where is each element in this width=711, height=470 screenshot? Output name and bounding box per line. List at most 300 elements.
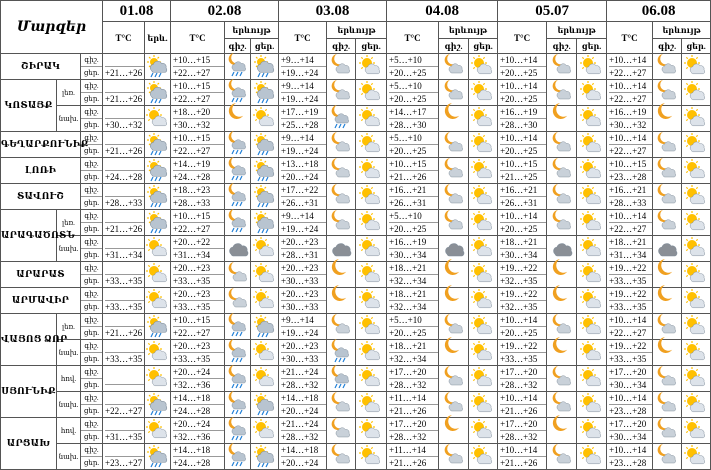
temp-cell — [103, 54, 145, 80]
weather-icon-cell — [653, 54, 682, 80]
weather-icon-cell — [145, 314, 171, 340]
temp-cell — [498, 132, 547, 158]
night-temp: +16…+19 — [500, 107, 538, 117]
night-temp: +20…+23 — [281, 289, 319, 299]
temp-cell — [607, 236, 653, 262]
night-temp — [105, 54, 144, 66]
sun-cloud-rain-icon — [145, 211, 171, 234]
night-temp: +20…+24 — [173, 367, 211, 377]
weather-icon-cell — [251, 236, 279, 262]
night-label: գիշ. — [84, 82, 99, 90]
weather-icon-cell — [577, 80, 607, 106]
region-name: ԿՈՏԱՅՔ — [1, 80, 57, 132]
subregion-label: նախ. — [57, 236, 81, 262]
weather-icon-cell — [682, 392, 711, 418]
weather-icon-cell — [653, 158, 682, 184]
night-temp: +10…+14 — [500, 55, 538, 65]
temp-cell — [607, 210, 653, 236]
sun-cloud-rain-icon — [252, 315, 278, 338]
period-labels — [81, 236, 103, 262]
weather-icon-cell — [225, 314, 251, 340]
moon-cloud-icon — [654, 81, 680, 104]
weather-icon-cell — [547, 288, 577, 314]
sun-cloud-icon — [683, 445, 709, 468]
night-temp — [105, 340, 144, 352]
night-temp — [105, 262, 144, 274]
weather-icon-cell — [577, 106, 607, 132]
weather-icon-cell — [145, 366, 171, 392]
weather-icon-cell — [225, 80, 251, 106]
moon-cloud-icon — [441, 211, 467, 234]
temp-cell — [279, 288, 327, 314]
day-temp: +33…+35 — [609, 300, 652, 313]
table-row — [1, 106, 711, 132]
night-label: գիշ. — [84, 56, 99, 64]
temp-cell — [103, 314, 145, 340]
sun-cloud-icon — [358, 237, 384, 260]
sun-cloud-icon — [470, 315, 496, 338]
temp-cell — [387, 392, 439, 418]
weather-icon-cell — [682, 444, 711, 470]
night-temp: +17…+20 — [500, 367, 538, 377]
weather-icon-cell — [356, 314, 387, 340]
night-temp: +10…+14 — [609, 55, 647, 65]
temp-cell — [387, 444, 439, 470]
sun-cloud-icon — [358, 185, 384, 208]
temp-cell — [171, 132, 225, 158]
weather-icon-cell — [439, 288, 469, 314]
sun-cloud-icon — [470, 263, 496, 286]
night-temp: +9…+14 — [281, 55, 314, 65]
sun-cloud-rain-icon — [145, 159, 171, 182]
subregion-label: նախ. — [57, 444, 81, 470]
weather-icon-cell — [439, 158, 469, 184]
weather-icon-cell — [547, 158, 577, 184]
temp-cell — [279, 184, 327, 210]
night-temp: +18…+21 — [389, 289, 427, 299]
weather-icon-cell — [145, 80, 171, 106]
moon-cloud-icon — [549, 211, 575, 234]
weather-icon-cell — [547, 418, 577, 444]
night-temp — [105, 184, 144, 196]
temp-cell — [171, 288, 225, 314]
temp-cell — [103, 392, 145, 418]
weather-icon-cell — [145, 340, 171, 366]
sun-cloud-icon — [579, 341, 605, 364]
sun-cloud-icon — [683, 159, 709, 182]
night-label: գիշ. — [84, 134, 99, 142]
region-name: ՏԱՎՈՒՇ — [1, 184, 81, 210]
subregion-label: նախ. — [57, 106, 81, 132]
weather-icon-cell — [653, 132, 682, 158]
day-header: ցեր. — [251, 39, 279, 54]
weather-icon-cell — [225, 340, 251, 366]
weather-icon-cell — [439, 340, 469, 366]
temp-cell — [607, 158, 653, 184]
night-temp: +18…+20 — [173, 107, 211, 117]
sun-cloud-icon — [358, 393, 384, 416]
sun-cloud-icon — [145, 341, 171, 364]
night-temp: +19…+22 — [500, 289, 538, 299]
day-temp: +33…+35 — [105, 354, 143, 364]
moon-cloud-icon — [328, 133, 354, 156]
temp-cell — [171, 314, 225, 340]
sun-cloud-icon — [358, 211, 384, 234]
weather-icon-cell — [577, 184, 607, 210]
day-temp: +20…+24 — [281, 456, 326, 469]
weather-icon-cell — [225, 288, 251, 314]
night-temp: +10…+14 — [609, 445, 647, 455]
weather-icon-cell — [356, 392, 387, 418]
day-temp: +32…+36 — [173, 378, 224, 391]
day-label: ցեր. — [81, 326, 102, 339]
sun-cloud-icon — [358, 341, 384, 364]
sun-cloud-icon — [579, 393, 605, 416]
temp-cell — [279, 236, 327, 262]
day-temp: +21…+26 — [105, 328, 143, 338]
table-row — [1, 392, 711, 418]
temp-cell — [607, 392, 653, 418]
night-label: գիշ. — [84, 264, 99, 272]
weather-icon-cell — [327, 418, 356, 444]
day-temp: +28…+30 — [389, 118, 438, 131]
moon-cloud-icon — [549, 81, 575, 104]
moon-icon — [654, 341, 680, 364]
night-temp: +17…+20 — [609, 419, 647, 429]
moon-rain-icon — [225, 445, 251, 468]
moon-cloud-icon — [654, 211, 680, 234]
weather-icon-cell — [145, 236, 171, 262]
weather-icon-cell — [356, 340, 387, 366]
night-temp: +17…+20 — [500, 419, 538, 429]
weather-icon-cell — [653, 288, 682, 314]
weather-icon-cell — [356, 80, 387, 106]
night-label: գիշ. — [84, 394, 99, 402]
day-label: ցեր. — [81, 300, 102, 313]
sun-cloud-icon — [579, 263, 605, 286]
weather-icon-cell — [251, 210, 279, 236]
weather-icon-cell — [327, 132, 356, 158]
weather-icon-cell — [547, 54, 577, 80]
day-temp: +30…+32 — [173, 118, 224, 131]
weather-icon-cell — [439, 106, 469, 132]
temp-cell — [171, 236, 225, 262]
weather-icon-cell — [145, 184, 171, 210]
sun-cloud-icon — [683, 315, 709, 338]
day-temp: +20…+25 — [389, 326, 438, 339]
weather-icon-cell — [653, 392, 682, 418]
weather-icon-cell — [469, 80, 498, 106]
sun-cloud-icon — [683, 185, 709, 208]
temp-cell — [498, 366, 547, 392]
temp-cell — [387, 80, 439, 106]
temp-header: T°C — [279, 22, 327, 54]
weather-icon-cell — [469, 314, 498, 340]
sun-cloud-icon — [470, 341, 496, 364]
moon-icon — [549, 289, 575, 312]
temp-header: T°C — [387, 22, 439, 54]
night-temp: +18…+21 — [389, 263, 427, 273]
day-temp: +21…+26 — [389, 456, 438, 469]
weather-icon-cell — [251, 340, 279, 366]
weather-icon-cell — [469, 210, 498, 236]
temp-cell — [103, 418, 145, 444]
weather-icon-cell — [145, 392, 171, 418]
weather-icon-cell — [547, 314, 577, 340]
table-row — [1, 288, 711, 314]
day-label: ցեր. — [81, 352, 102, 365]
weather-icon-cell — [577, 288, 607, 314]
sun-cloud-icon — [470, 419, 496, 442]
period-labels — [81, 340, 103, 366]
day-temp: +22…+27 — [173, 144, 224, 157]
sun-cloud-icon — [252, 289, 278, 312]
period-labels — [81, 132, 103, 158]
night-temp: +19…+22 — [609, 341, 647, 351]
moon-cloud-icon — [441, 367, 467, 390]
temp-cell — [279, 106, 327, 132]
moon-cloud-icon — [549, 315, 575, 338]
sun-cloud-icon — [683, 133, 709, 156]
date-header-4: 04.08 — [387, 1, 498, 22]
weather-icon-cell — [439, 54, 469, 80]
moon-cloud-icon — [549, 367, 575, 390]
sun-cloud-icon — [579, 159, 605, 182]
day-temp: +32…+34 — [389, 300, 438, 313]
period-labels — [81, 392, 103, 418]
weather-icon-cell — [469, 444, 498, 470]
weather-icon-cell — [439, 314, 469, 340]
temp-cell — [607, 418, 653, 444]
temp-cell — [103, 366, 145, 392]
sun-cloud-icon — [579, 445, 605, 468]
day-temp: +22…+27 — [609, 326, 652, 339]
table-row — [1, 54, 711, 80]
period-labels — [81, 262, 103, 288]
night-temp: +20…+23 — [281, 263, 319, 273]
temp-cell — [498, 288, 547, 314]
day-temp: +31…+35 — [105, 432, 143, 442]
day-temp: +24…+28 — [173, 170, 224, 183]
weather-icon-cell — [327, 80, 356, 106]
night-temp: +20…+24 — [173, 419, 211, 429]
region-name: ՇԻՐԱԿ — [1, 54, 81, 80]
day-temp: +33…+35 — [173, 274, 224, 287]
night-temp: +17…+20 — [389, 367, 427, 377]
moon-cloud-icon — [225, 289, 251, 312]
temp-cell — [103, 184, 145, 210]
night-label: գիշ. — [84, 420, 99, 428]
weather-icon-cell — [577, 262, 607, 288]
temp-cell — [387, 158, 439, 184]
sun-cloud-icon — [470, 211, 496, 234]
sun-cloud-icon — [358, 81, 384, 104]
weather-icon-cell — [469, 340, 498, 366]
sun-cloud-icon — [358, 133, 384, 156]
night-temp — [105, 158, 144, 170]
moon-icon — [441, 419, 467, 442]
sun-cloud-icon — [683, 211, 709, 234]
period-labels — [81, 210, 103, 236]
day-temp: +32…+36 — [173, 430, 224, 443]
weather-icon-cell — [469, 392, 498, 418]
weather-icon-cell — [225, 418, 251, 444]
night-temp: +10…+15 — [173, 81, 211, 91]
weather-header: երևույթ — [547, 22, 607, 39]
night-header: գիշ. — [225, 39, 251, 54]
weather-header: երևույթ — [439, 22, 498, 39]
weather-icon-cell — [251, 366, 279, 392]
weather-icon-cell — [251, 184, 279, 210]
weather-icon-cell — [327, 288, 356, 314]
night-temp: +14…+17 — [389, 107, 427, 117]
weather-icon-cell — [251, 132, 279, 158]
sun-cloud-icon — [579, 419, 605, 442]
temp-cell — [103, 236, 145, 262]
sun-cloud-icon — [470, 81, 496, 104]
weather-icon-cell — [547, 210, 577, 236]
weather-icon-cell — [225, 236, 251, 262]
sun-cloud-icon — [683, 341, 709, 364]
night-temp: +10…+15 — [389, 159, 427, 169]
day-temp: +21…+26 — [389, 404, 438, 417]
sun-cloud-icon — [683, 81, 709, 104]
temp-cell — [387, 210, 439, 236]
night-temp: +10…+15 — [173, 211, 211, 221]
temp-header: T°C — [498, 22, 547, 54]
weather-icon-cell — [251, 80, 279, 106]
temp-cell — [607, 106, 653, 132]
day-temp: +23…+28 — [609, 456, 652, 469]
moon-icon — [225, 107, 251, 130]
moon-cloud-icon — [328, 185, 354, 208]
weather-icon-cell — [327, 262, 356, 288]
sun-cloud-rain-icon — [145, 185, 171, 208]
temp-cell — [498, 262, 547, 288]
weather-icon-cell — [145, 210, 171, 236]
day-temp: +28…+32 — [500, 378, 546, 391]
weather-icon-cell — [653, 236, 682, 262]
temp-cell — [279, 444, 327, 470]
night-temp: +18…+21 — [500, 237, 538, 247]
day-temp: +20…+25 — [389, 66, 438, 79]
day-temp: +33…+35 — [105, 276, 143, 286]
day-temp: +28…+31 — [281, 248, 326, 261]
weather-icon-cell — [577, 210, 607, 236]
night-temp: +16…+21 — [389, 185, 427, 195]
temp-cell — [498, 184, 547, 210]
sun-cloud-rain-icon — [252, 81, 278, 104]
night-temp — [105, 314, 144, 326]
day-temp: +21…+26 — [105, 94, 143, 104]
weather-icon-cell — [682, 80, 711, 106]
sun-cloud-rain-icon — [252, 445, 278, 468]
table-row — [1, 132, 711, 158]
moon-cloud-icon — [328, 55, 354, 78]
weather-icon-cell — [251, 392, 279, 418]
sun-cloud-icon — [470, 237, 496, 260]
moon-cloud-icon — [654, 159, 680, 182]
moon-cloud-icon — [328, 419, 354, 442]
weather-icon-cell — [682, 418, 711, 444]
night-temp: +10…+14 — [500, 211, 538, 221]
moon-cloud-icon — [225, 263, 251, 286]
day-temp: +19…+24 — [281, 144, 326, 157]
date-header-6: 06.08 — [607, 1, 711, 22]
weather-icon-cell — [251, 262, 279, 288]
temp-cell — [279, 210, 327, 236]
weather-icon-cell — [327, 236, 356, 262]
day-temp: +32…+34 — [389, 274, 438, 287]
sun-cloud-icon — [579, 237, 605, 260]
sun-cloud-rain-icon — [145, 55, 171, 78]
day-temp: +33…+35 — [500, 352, 546, 365]
day-temp: +28…+33 — [609, 196, 652, 209]
weather-icon-cell — [225, 184, 251, 210]
period-labels — [81, 80, 103, 106]
night-header: գիշ. — [653, 39, 682, 54]
date-header-3: 03.08 — [279, 1, 387, 22]
moon-rain-icon — [225, 341, 251, 364]
moon-cloud-icon — [549, 159, 575, 182]
temp-cell — [171, 392, 225, 418]
day-temp: +33…+35 — [609, 274, 652, 287]
day-temp: +20…+25 — [500, 326, 546, 339]
night-label: գիշ. — [84, 238, 99, 246]
day-temp: +28…+32 — [389, 430, 438, 443]
day-temp: +21…+26 — [105, 146, 143, 156]
day-label: ցեր. — [81, 430, 102, 443]
weather-icon-cell — [547, 392, 577, 418]
sun-cloud-icon — [358, 159, 384, 182]
night-temp: +20…+23 — [281, 237, 319, 247]
sun-cloud-icon — [145, 289, 171, 312]
day-temp: +28…+32 — [281, 378, 326, 391]
temp-cell — [171, 418, 225, 444]
weather-icon-cell — [356, 210, 387, 236]
night-temp: +19…+22 — [500, 341, 538, 351]
temp-cell — [607, 366, 653, 392]
forecast-body — [1, 54, 711, 470]
night-temp: +10…+14 — [500, 393, 538, 403]
period-labels — [81, 444, 103, 470]
temp-cell — [171, 158, 225, 184]
weather-header: երևույթ — [225, 22, 279, 39]
day-temp: +28…+33 — [173, 196, 224, 209]
weather-icon-cell — [327, 444, 356, 470]
night-temp — [105, 132, 144, 144]
day-temp: +19…+24 — [281, 66, 326, 79]
subregion-label: լեռ. — [57, 314, 81, 340]
weather-icon-cell — [682, 106, 711, 132]
day-temp: +22…+27 — [173, 92, 224, 105]
weather-icon-cell — [327, 106, 356, 132]
day-temp: +21…+26 — [500, 456, 546, 469]
day-temp: +22…+27 — [609, 66, 652, 79]
weather-icon-cell — [577, 158, 607, 184]
weather-icon-cell — [653, 262, 682, 288]
temp-cell — [171, 444, 225, 470]
sun-cloud-icon — [252, 107, 278, 130]
night-temp — [105, 210, 144, 222]
night-header: գիշ. — [439, 39, 469, 54]
weather-icon-cell — [225, 54, 251, 80]
day-label: ցեր. — [81, 222, 102, 235]
weather-icon-cell — [439, 366, 469, 392]
weather-icon-cell — [469, 184, 498, 210]
weather-icon-cell — [145, 444, 171, 470]
weather-icon-cell — [225, 210, 251, 236]
